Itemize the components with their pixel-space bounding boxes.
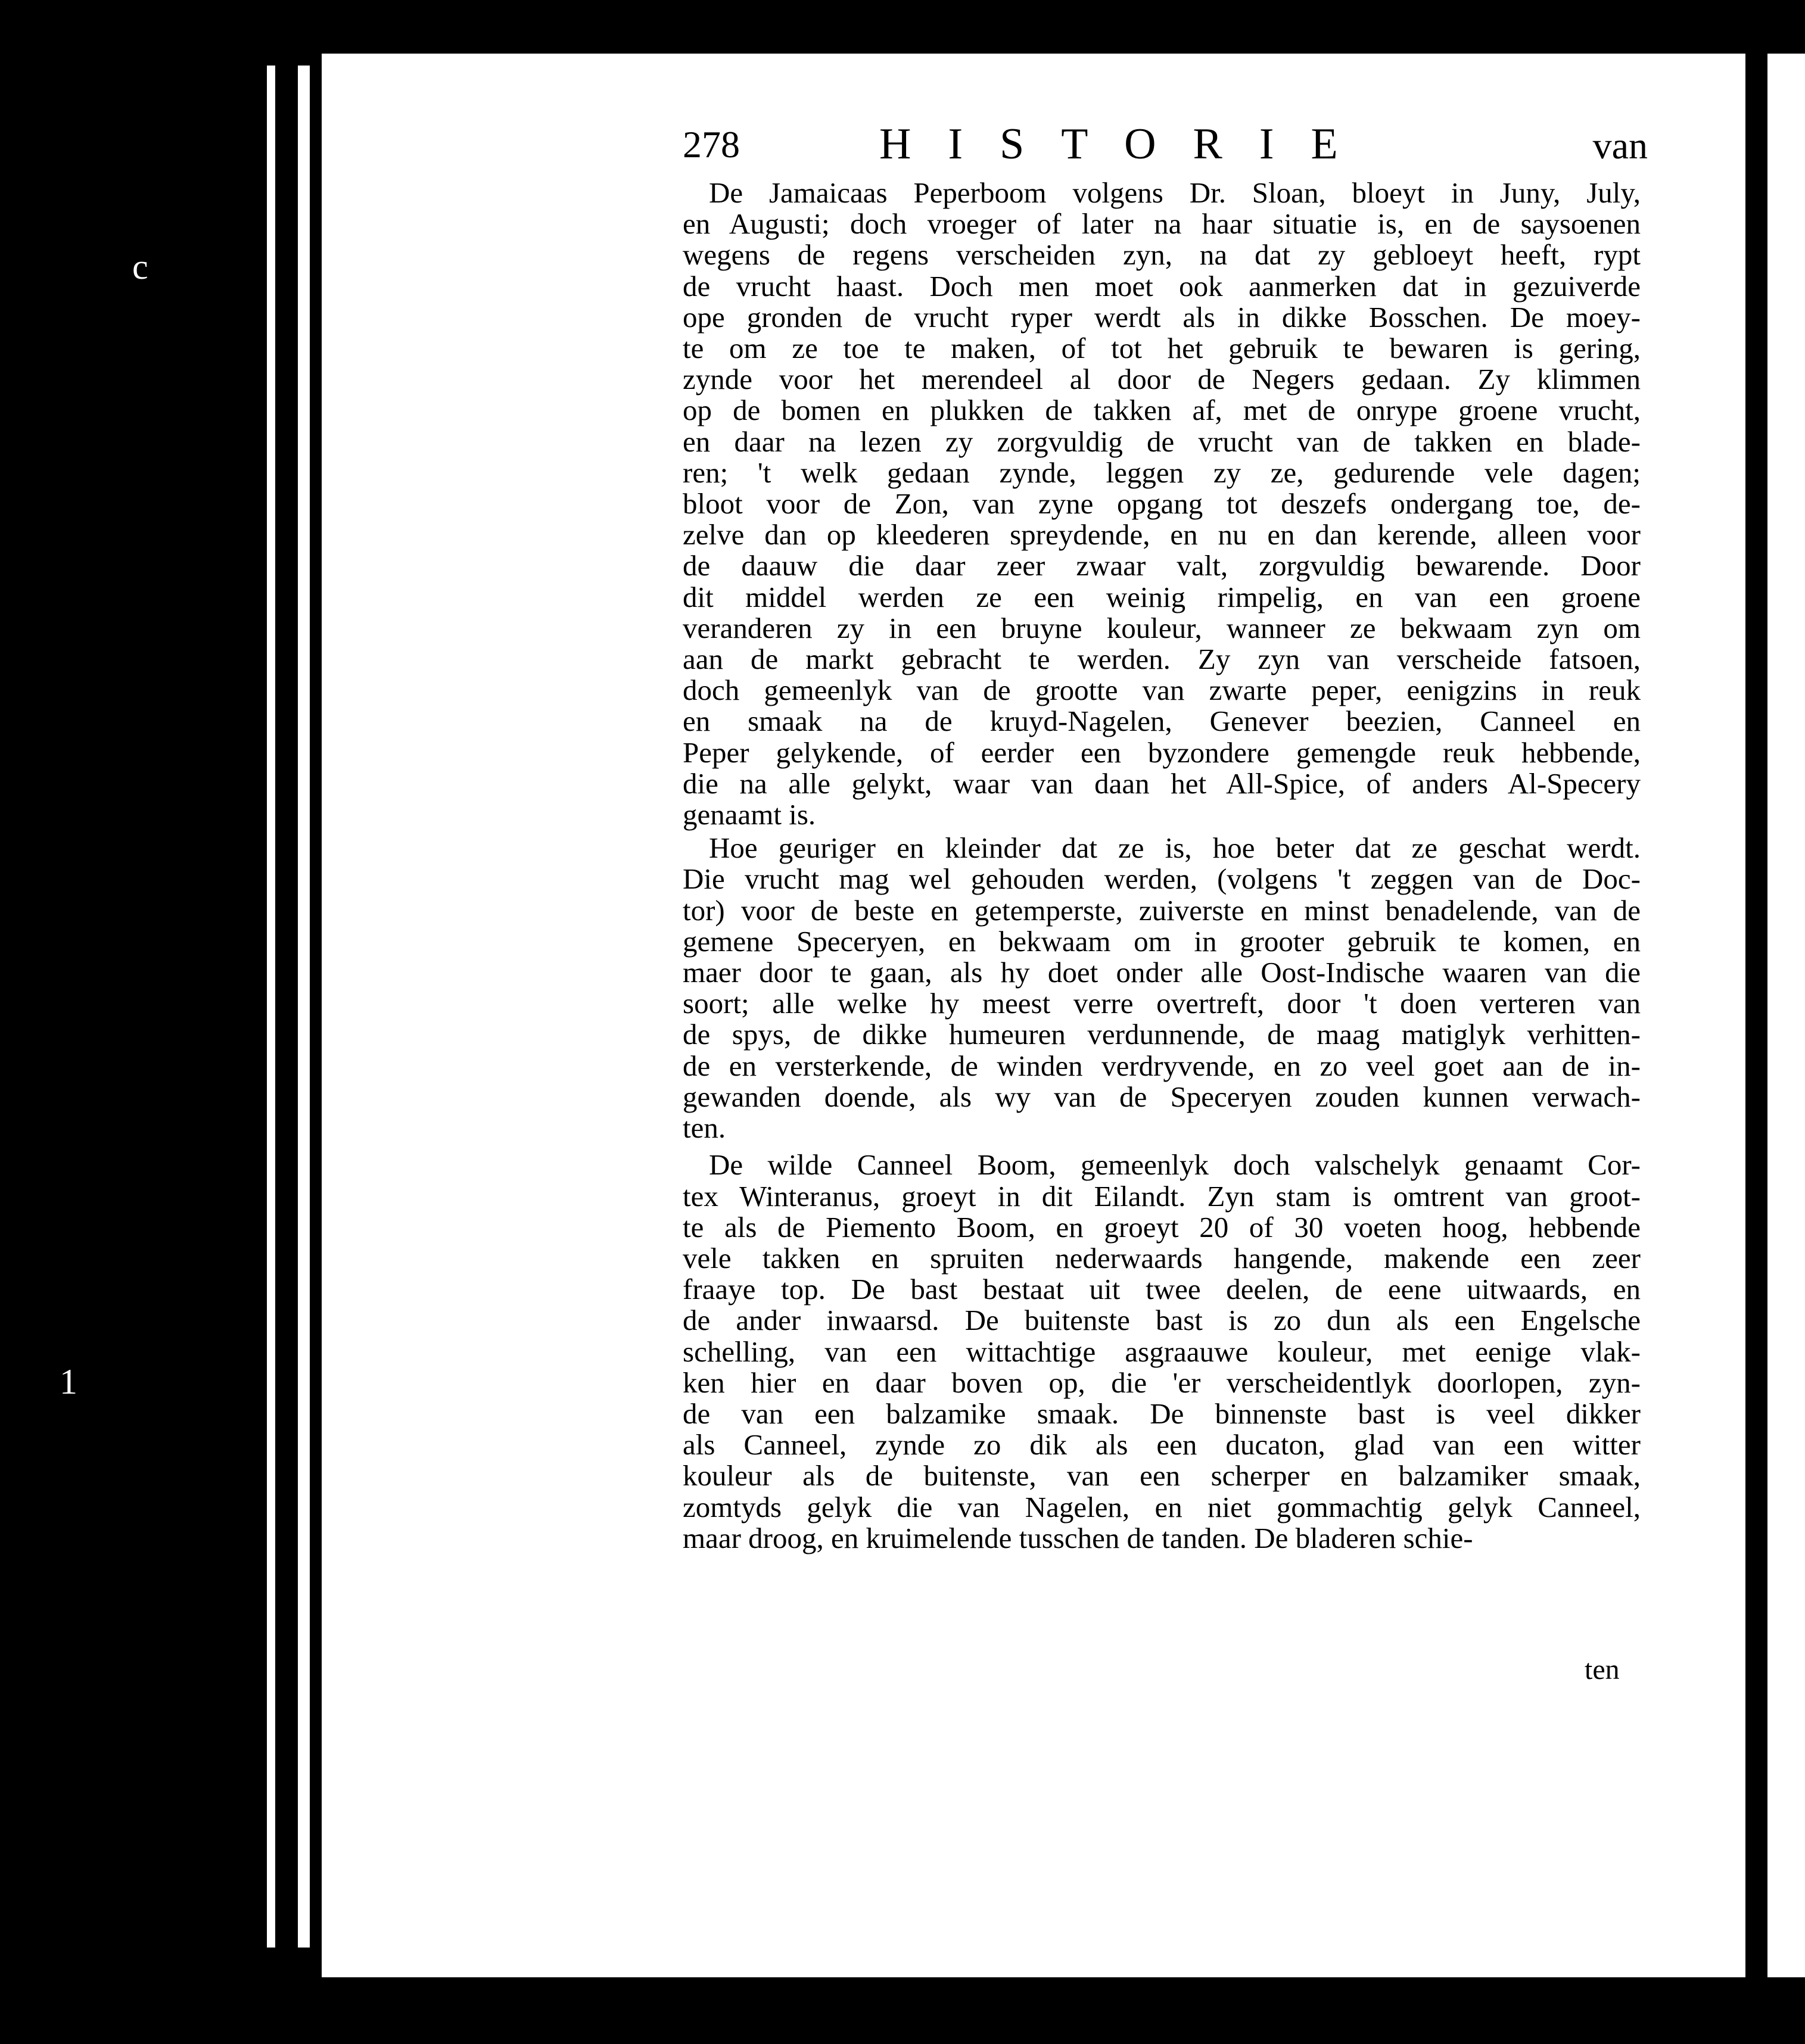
text-line: de daauw die daar zeer zwaar valt, zorgvuldig bewarende. Door bbox=[683, 549, 1641, 582]
text-line: aan de markt gebracht te werden. Zy zyn van verscheide fatsoen, bbox=[683, 643, 1641, 676]
text-line: bloot voor de Zon, van zyne opgang tot deszefs ondergang toe, de- bbox=[683, 487, 1641, 521]
running-header bbox=[683, 120, 1648, 176]
margin-mark: c bbox=[132, 247, 148, 286]
text-line: De wilde Canneel Boom, gemeenlyk doch valschelyk genaamt Cor- bbox=[709, 1148, 1641, 1182]
text-line: die na alle gelykt, waar van daan het All-Spice, of anders Al-Specery bbox=[683, 766, 1641, 800]
text-line: en smaak na de kruyd-Nagelen, Genever beezien, Canneel en bbox=[683, 705, 1641, 738]
text-line: maer door te gaan, als hy doet onder alle Oost-Indische waaren van die bbox=[683, 956, 1641, 989]
text-line: vele takken en spruiten nederwaards hangende, makende een zeer bbox=[683, 1241, 1641, 1275]
paragraph bbox=[683, 833, 1641, 1143]
text-line: Hoe geuriger en kleinder dat ze is, hoe beter dat ze geschat werdt. bbox=[709, 831, 1641, 865]
running-title-tail: van bbox=[1592, 124, 1648, 167]
text-line: Peper gelykende, of eerder een byzondere gemengde reuk hebbende, bbox=[683, 736, 1641, 769]
text-line: maar droog, en kruimelende tusschen de tanden. De bladeren schie- bbox=[683, 1521, 1473, 1554]
text-line: op de bomen en plukken de takken af, met de onrype groene vrucht, bbox=[683, 394, 1641, 427]
text-line: gemene Speceryen, en bekwaam om in grooter gebruik te komen, en bbox=[683, 924, 1641, 958]
text-line: wegens de regens verscheiden zyn, na dat zy gebloeyt heeft, rypt bbox=[683, 238, 1641, 272]
text-line: de en versterkende, de winden verdryvende, en zo veel goet aan de in- bbox=[683, 1049, 1641, 1082]
text-line: genaamt is. bbox=[683, 798, 816, 831]
margin-mark: 1 bbox=[60, 1362, 77, 1401]
text-line: ten. bbox=[683, 1111, 726, 1145]
text-line: tex Winteranus, groeyt in dit Eilandt. Zyn stam is omtrent van groot- bbox=[683, 1179, 1641, 1213]
text-line: zynde voor het merendeel al door de Negers gedaan. Zy klimmen bbox=[683, 363, 1641, 396]
text-line: ope gronden de vrucht ryper werdt als in dikke Bosschen. De moey- bbox=[683, 300, 1641, 334]
text-line: dit middel werden ze een weinig rimpelig, en van een groene bbox=[683, 580, 1641, 613]
text-line: doch gemeenlyk van de grootte van zwarte peper, eenigzins in reuk bbox=[683, 674, 1641, 707]
text-line: De Jamaicaas Peperboom volgens Dr. Sloan, bloeyt in Juny, July, bbox=[709, 176, 1641, 209]
text-line: zelve dan op kleederen spreydende, en nu en dan kerende, alleen voor bbox=[683, 518, 1641, 551]
text-line: ken hier en daar boven op, die 'er verscheidentlyk doorlopen, zyn- bbox=[683, 1366, 1641, 1399]
text-line: de van een balzamike smaak. De binnenste bast is veel dikker bbox=[683, 1397, 1641, 1430]
page-number: 278 bbox=[683, 123, 740, 166]
text-line: tor) voor de beste en getemperste, zuiverste en minst benadelende, van de bbox=[683, 893, 1641, 927]
text-line: zomtyds gelyk die van Nagelen, en niet gommachtig gelyk Canneel, bbox=[683, 1490, 1641, 1523]
binding-edge-strip bbox=[298, 66, 310, 1948]
binding-edge-strip bbox=[267, 66, 275, 1948]
text-line: veranderen zy in een bruyne kouleur, wanneer ze bekwaam zyn om bbox=[683, 611, 1641, 644]
text-line: kouleur als de buitenste, van een scherper en balzamiker smaak, bbox=[683, 1459, 1641, 1493]
page-gutter-shadow bbox=[1760, 54, 1767, 1977]
text-line: fraaye top. De bast bestaat uit twee deelen, de eene uitwaards, en bbox=[683, 1273, 1641, 1306]
text-line: gewanden doende, als wy van de Speceryen zouden kunnen verwach- bbox=[683, 1080, 1641, 1113]
text-line: de spys, de dikke humeuren verdunnende, de maag matiglyk verhitten- bbox=[683, 1018, 1641, 1051]
text-line: schelling, van een wittachtige asgraauwe kouleur, met eenige vlak- bbox=[683, 1335, 1641, 1368]
text-line: en daar na lezen zy zorgvuldig de vrucht van de takken en blade- bbox=[683, 425, 1641, 458]
running-title: HISTORIE bbox=[879, 120, 1375, 169]
text-line: de vrucht haast. Doch men moet ook aanmerken dat in gezuiverde bbox=[683, 269, 1641, 303]
text-line: als Canneel, zynde zo dik als een ducaton, glad van een witter bbox=[683, 1428, 1641, 1462]
text-line: Die vrucht mag wel gehouden werden, (volgens 't zeggen van de Doc- bbox=[683, 862, 1641, 896]
text-line: ren; 't welk gedaan zynde, leggen zy ze, gedurende vele dagen; bbox=[683, 456, 1641, 489]
text-line: te als de Piemento Boom, en groeyt 20 of 30 voeten hoog, hebbende bbox=[683, 1210, 1641, 1244]
catchword: ten bbox=[1585, 1654, 1620, 1685]
text-line: en Augusti; doch vroeger of later na haar situatie is, en de saysoenen bbox=[683, 207, 1641, 241]
paragraph bbox=[683, 1149, 1641, 1554]
text-line: de ander inwaarsd. De buitenste bast is zo dun als een Engelsche bbox=[683, 1304, 1641, 1337]
body-text bbox=[683, 177, 1641, 1554]
text-line: soort; alle welke hy meest verre overtreft, door 't doen verteren van bbox=[683, 987, 1641, 1020]
paragraph bbox=[683, 177, 1641, 830]
text-line: te om ze toe te maken, of tot het gebruik te bewaren is gering, bbox=[683, 332, 1641, 365]
